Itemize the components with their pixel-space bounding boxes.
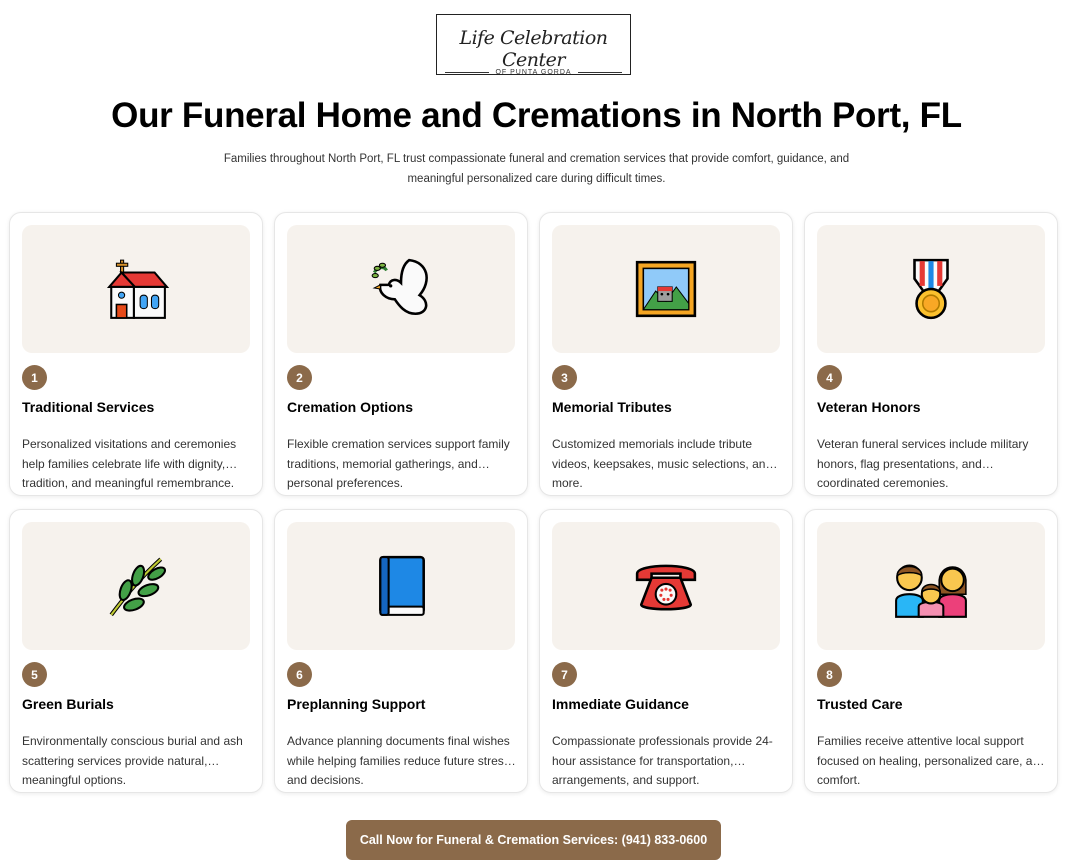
card-media — [22, 522, 250, 650]
service-card-immediate-guidance[interactable] — [539, 509, 793, 793]
family-icon — [892, 553, 970, 619]
card-description: Personalized visitations and ceremonies help families celebrate life with dignity, tradition, and meaningful remembrance. — [22, 437, 237, 490]
service-card-memorial[interactable] — [539, 212, 793, 496]
card-description: Veteran funeral services include military honors, flag presentations, and coordinated ceremonies. — [817, 437, 1029, 490]
service-card-traditional[interactable] — [9, 212, 263, 496]
site-logo[interactable] — [436, 14, 631, 75]
card-media — [287, 522, 515, 650]
service-card-veteran[interactable] — [804, 212, 1058, 496]
card-title[interactable]: Veteran Honors — [817, 399, 921, 415]
card-title[interactable]: Preplanning Support — [287, 696, 426, 712]
card-title[interactable]: Memorial Tributes — [552, 399, 672, 415]
telephone-icon — [633, 553, 699, 619]
services-grid — [9, 212, 1059, 794]
card-description: Compassionate professionals provide 24-hour assistance for transportation, arrangements, and support. — [552, 734, 773, 787]
card-description: Advance planning documents final wishes while helping families reduce future stress and decisions. — [287, 734, 510, 787]
service-card-cremation[interactable] — [274, 212, 528, 496]
card-media — [817, 522, 1045, 650]
church-icon — [103, 256, 169, 322]
card-number-badge: 3 — [552, 365, 577, 390]
logo-script-text: Life Celebration Center — [459, 27, 608, 71]
card-title[interactable]: Cremation Options — [287, 399, 414, 415]
card-number-badge: 1 — [22, 365, 47, 390]
card-number-badge: 5 — [22, 662, 47, 687]
framed-picture-icon — [633, 256, 699, 322]
card-description: Flexible cremation services support family traditions, memorial gatherings, and personal preferences. — [287, 437, 510, 490]
service-card-preplanning[interactable] — [274, 509, 528, 793]
leaf-icon — [103, 553, 169, 619]
book-icon — [368, 553, 434, 619]
card-number-badge: 8 — [817, 662, 842, 687]
intro-text: Families throughout North Port, FL trust compassionate funeral and cremation services that provide comfort, guidance, and meaningful personalized care during difficult times. — [223, 153, 850, 185]
card-title[interactable]: Traditional Services — [22, 399, 155, 415]
card-media — [552, 522, 780, 650]
logo-divider-left — [445, 72, 489, 73]
card-number-badge: 7 — [552, 662, 577, 687]
card-title[interactable]: Immediate Guidance — [552, 696, 689, 712]
logo-subtitle-row — [445, 66, 622, 78]
card-number-badge: 6 — [287, 662, 312, 687]
card-description: Customized memorials include tribute videos, keepsakes, music selections, and more. — [552, 437, 773, 490]
logo-divider-right — [578, 72, 622, 73]
logo-subtitle: OF PUNTA GORDA — [495, 68, 572, 76]
card-title[interactable]: Trusted Care — [817, 696, 903, 712]
dove-icon — [368, 256, 434, 322]
service-card-trusted-care[interactable] — [804, 509, 1058, 793]
card-title[interactable]: Green Burials — [22, 696, 114, 712]
service-card-green-burials[interactable] — [9, 509, 263, 793]
card-media — [552, 225, 780, 353]
card-number-badge: 2 — [287, 365, 312, 390]
card-media — [22, 225, 250, 353]
military-medal-icon — [898, 256, 964, 322]
card-media — [287, 225, 515, 353]
call-now-button[interactable]: Call Now for Funeral & Cremation Services: (941) 833-0600 — [346, 820, 721, 860]
card-description: Families receive attentive local support focused on healing, personalized care, and comfort. — [817, 734, 1046, 787]
card-description: Environmentally conscious burial and ash scattering services provide natural, meaningful options. — [22, 734, 243, 787]
card-media — [817, 225, 1045, 353]
page-title: Our Funeral Home and Cremations in North Port, FL — [111, 96, 962, 135]
card-number-badge: 4 — [817, 365, 842, 390]
